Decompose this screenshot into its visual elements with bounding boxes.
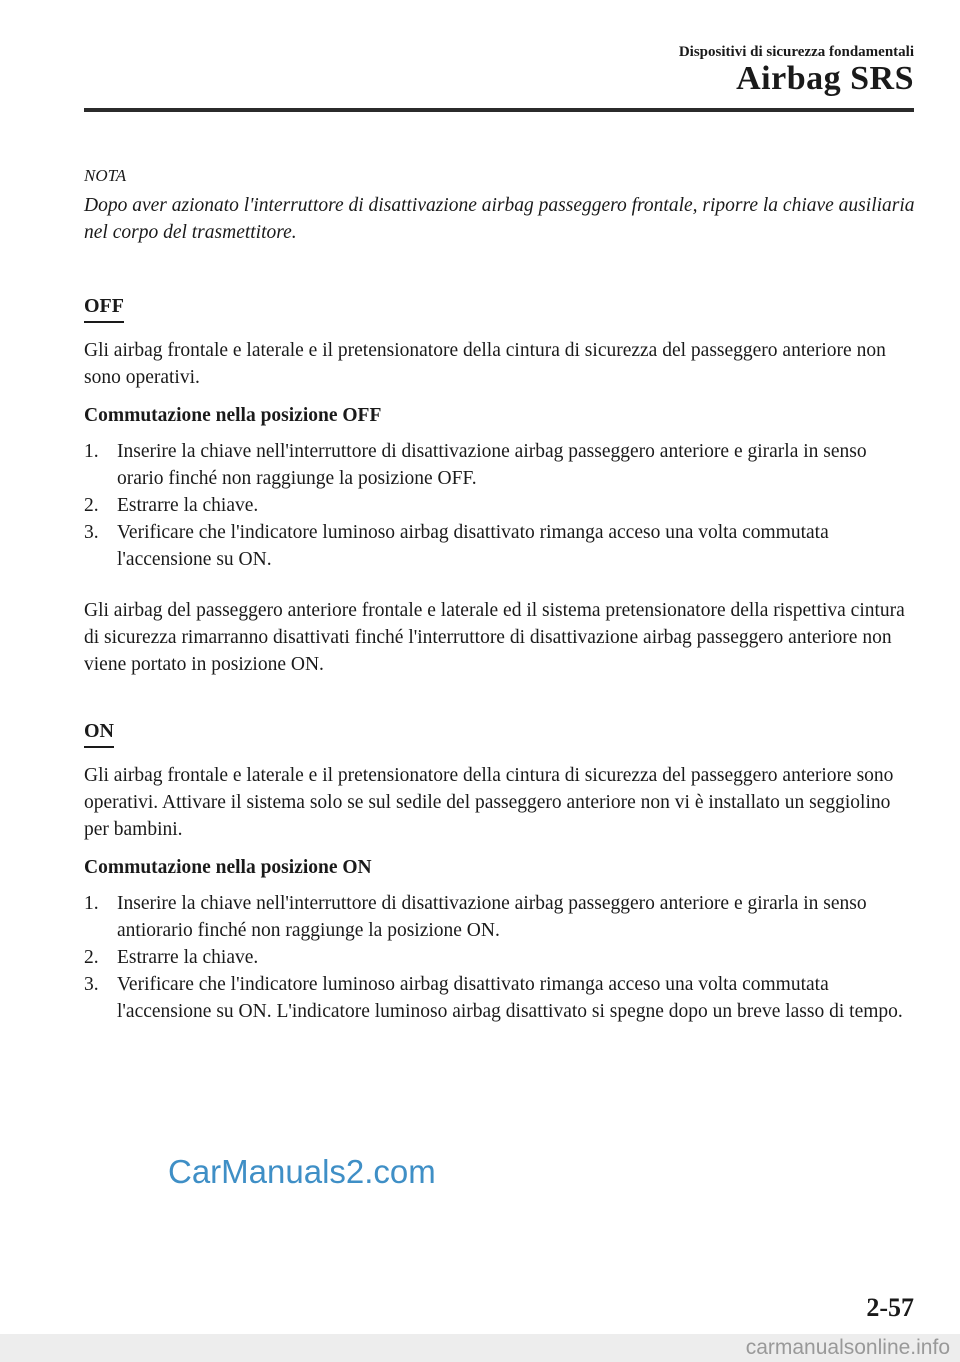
off-steps-list (84, 438, 916, 573)
page-title: Airbag SRS (736, 60, 914, 97)
step-number: 3. (84, 974, 99, 995)
off-description: Gli airbag frontale e laterale e il pretensionatore della cintura di sicurezza del passeggero anteriore non sono operativi. (84, 340, 886, 388)
on-description: Gli airbag frontale e laterale e il pretensionatore della cintura di sicurezza del passeggero anteriore sono operativi. Attivare il sistema solo se sul sedile del passeggero anteriore non vi è installato un seggiolino per bambini. (84, 765, 894, 840)
step-text: Verificare che l'indicatore luminoso airbag disattivato rimanga acceso una volta commutata l'accensione su ON. L'indicatore luminoso airbag disattivato si spegne dopo un breve lasso di tempo. (117, 974, 903, 1022)
off-section (84, 293, 916, 678)
list-item (84, 492, 916, 519)
list-item (84, 971, 916, 1025)
note-text: Dopo aver azionato l'interruttore di disattivazione airbag passeggero frontale, riporre la chiave ausiliaria nel corpo del trasmettitore. (84, 195, 915, 243)
off-closing-text: Gli airbag del passeggero anteriore frontale e laterale ed il sistema pretensionatore della rispettiva cintura di sicurezza rimarranno disattivati finché l'interruttore di disattivazione airbag passeggero anteriore non viene portato in posizione ON. (84, 600, 905, 675)
note-label: NOTA (84, 166, 127, 185)
on-section (84, 718, 916, 1025)
step-text: Inserire la chiave nell'interruttore di disattivazione airbag passeggero anteriore e girarla in senso orario finché non raggiunge la posizione OFF. (117, 441, 867, 489)
step-text: Estrarre la chiave. (117, 947, 259, 968)
step-number: 2. (84, 947, 99, 968)
list-item (84, 944, 916, 971)
step-text: Verificare che l'indicatore luminoso airbag disattivato rimanga acceso una volta commutata l'accensione su ON. (117, 522, 829, 570)
list-item (84, 519, 916, 573)
step-number: 3. (84, 522, 99, 543)
step-text: Estrarre la chiave. (117, 495, 259, 516)
footer-site-link[interactable]: carmanualsonline.info (745, 1336, 950, 1359)
watermark-logo-text: CarManuals2.com (168, 1153, 436, 1190)
main-content (84, 162, 916, 1025)
step-number: 1. (84, 893, 99, 914)
step-number: 1. (84, 441, 99, 462)
on-section-title: ON (84, 718, 114, 748)
header-section-name: Dispositivi di sicurezza fondamentali (678, 44, 914, 60)
off-section-title: OFF (84, 293, 124, 323)
header-divider (84, 108, 914, 112)
step-text: Inserire la chiave nell'interruttore di disattivazione airbag passeggero anteriore e girarla in senso antiorario finché non raggiunge la posizione ON. (117, 893, 867, 941)
step-number: 2. (84, 495, 99, 516)
page-number: 2-57 (866, 1293, 914, 1322)
list-item (84, 438, 916, 492)
note-block (84, 162, 916, 246)
off-subtitle: Commutazione nella posizione OFF (84, 405, 382, 426)
list-item (84, 890, 916, 944)
on-steps-list (84, 890, 916, 1025)
on-subtitle: Commutazione nella posizione ON (84, 857, 372, 878)
